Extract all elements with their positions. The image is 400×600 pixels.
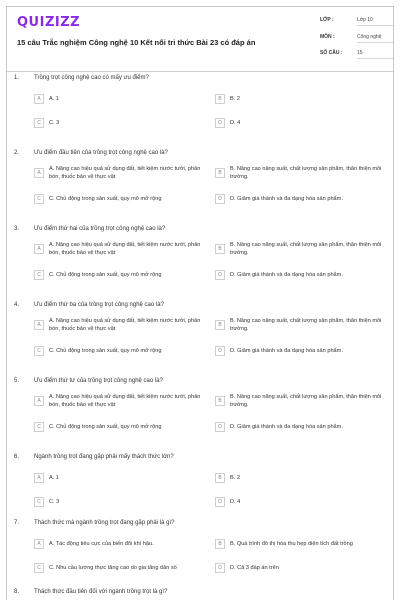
- option-c[interactable]: [34, 497, 209, 511]
- option-d[interactable]: [215, 346, 390, 360]
- option-text: C. 3: [49, 499, 60, 505]
- option-text: D. 4: [230, 120, 241, 126]
- question-text: Ưu điểm thứ ba của trồng trọt công nghệ cao là?: [34, 302, 164, 308]
- option-d[interactable]: [215, 422, 390, 436]
- option-text: D. Cả 3 đáp án trên: [230, 565, 279, 571]
- quizizz-logo: QUIZIZZ: [17, 15, 81, 30]
- option-letter-box: A: [34, 539, 44, 549]
- option-letter-box: C: [34, 497, 44, 507]
- subject-label: MÔN :: [320, 34, 335, 40]
- option-b[interactable]: [215, 94, 390, 108]
- question-number: 4.: [14, 302, 20, 308]
- header-divider: [7, 71, 393, 72]
- question-number: 3.: [14, 226, 20, 232]
- option-b[interactable]: [215, 164, 390, 181]
- question-number: 6.: [14, 454, 20, 460]
- option-text: D. Giảm giá thành và đa dạng hóa sản phẩm.: [230, 348, 343, 354]
- question-text: Ưu điểm thứ hai của trồng trọt công nghệ cao là?: [34, 226, 166, 232]
- option-letter-box: D: [215, 422, 225, 432]
- option-a[interactable]: [34, 473, 209, 487]
- option-text: C. Chủ động trong sản xuất, quy mô mở rộng: [49, 348, 162, 354]
- option-letter-box: C: [34, 194, 44, 204]
- option-text: D. 4: [230, 499, 241, 505]
- subject-value: Công nghệ: [357, 34, 393, 43]
- option-c[interactable]: [34, 194, 209, 208]
- option-d[interactable]: [215, 563, 390, 577]
- question-text: Thách thức đầu tiên đối với ngành trồng trọt là gì?: [34, 589, 168, 595]
- question-number: 7.: [14, 520, 20, 526]
- option-letter-box: C: [34, 118, 44, 128]
- option-a[interactable]: [34, 539, 209, 553]
- option-d[interactable]: [215, 497, 390, 511]
- option-c[interactable]: [34, 270, 209, 284]
- option-a[interactable]: [34, 240, 209, 257]
- option-letter-box: A: [34, 473, 44, 483]
- option-text: B. Nâng cao năng suất, chất lượng sản phẩm, thân thiện môi trường.: [230, 166, 382, 181]
- document-title: 15 câu Trắc nghiệm Công nghệ 10 Kết nối tri thức Bài 23 có đáp án: [17, 38, 256, 47]
- question-text: Ưu điểm đầu tiên của trồng trọt công nghệ cao là?: [34, 150, 168, 156]
- option-text: B. 2: [230, 475, 240, 481]
- option-c[interactable]: [34, 563, 209, 577]
- option-letter-box: C: [34, 422, 44, 432]
- question-text: Trồng trọt công nghệ cao có mấy ưu điểm?: [34, 75, 149, 81]
- option-text: B. Quá trình đô thị hóa thu hẹp diện tích đất trồng: [230, 541, 353, 547]
- option-letter-box: D: [215, 497, 225, 507]
- option-text: B. Nâng cao năng suất, chất lượng sản phẩm, thân thiện môi trường.: [230, 242, 382, 257]
- class-label: LỚP :: [320, 17, 334, 23]
- option-text: B. 2: [230, 96, 240, 102]
- question-number: 1.: [14, 75, 20, 81]
- option-c[interactable]: [34, 422, 209, 436]
- class-value: Lớp 10: [357, 17, 393, 26]
- option-text: B. Nâng cao năng suất, chất lượng sản phẩm, thân thiện môi trường.: [230, 394, 382, 409]
- option-b[interactable]: [215, 473, 390, 487]
- option-text: A. 1: [49, 475, 59, 481]
- option-c[interactable]: [34, 346, 209, 360]
- option-letter-box: B: [215, 473, 225, 483]
- option-b[interactable]: [215, 392, 390, 409]
- option-text: A. 1: [49, 96, 59, 102]
- option-letter-box: B: [215, 396, 225, 406]
- document-header: [7, 7, 393, 71]
- option-text: D. Giảm giá thành và đa dạng hóa sản phẩm.: [230, 196, 343, 202]
- option-letter-box: C: [34, 270, 44, 280]
- question-text: Thách thức mà ngành trồng trọt đang gặp phải là gì?: [34, 520, 175, 526]
- option-letter-box: D: [215, 194, 225, 204]
- option-text: A. Tác động tiêu cực của biến đổi khí hậu.: [49, 541, 154, 547]
- option-letter-box: D: [215, 346, 225, 356]
- option-text: D. Giảm giá thành và đa dạng hóa sản phẩm.: [230, 424, 343, 430]
- option-letter-box: A: [34, 94, 44, 104]
- option-letter-box: A: [34, 168, 44, 178]
- option-text: C. Nhu cầu lương thực tăng cao do gia tăng dân số: [49, 565, 177, 571]
- option-letter-box: B: [215, 539, 225, 549]
- option-text: C. Chủ động trong sản xuất, quy mô mở rộng: [49, 424, 162, 430]
- option-letter-box: B: [215, 320, 225, 330]
- option-text: C. Chủ động trong sản xuất, quy mô mở rộng: [49, 272, 162, 278]
- question-count-value: 15: [357, 50, 393, 59]
- option-d[interactable]: [215, 118, 390, 132]
- option-d[interactable]: [215, 270, 390, 284]
- option-letter-box: A: [34, 244, 44, 254]
- question-number: 8.: [14, 589, 20, 595]
- question-text: Ngành trồng trọt đang gặp phải mấy thách thức lớn?: [34, 454, 174, 460]
- option-letter-box: D: [215, 270, 225, 280]
- option-letter-box: A: [34, 396, 44, 406]
- option-letter-box: A: [34, 320, 44, 330]
- option-c[interactable]: [34, 118, 209, 132]
- option-text: A. Nâng cao hiệu quả sử dụng đất, tiết kiệm nước tưới, phân bón, thuốc bảo vệ thực vật: [49, 242, 201, 257]
- option-letter-box: B: [215, 94, 225, 104]
- option-text: C. 3: [49, 120, 60, 126]
- option-letter-box: C: [34, 563, 44, 573]
- option-text: C. Chủ động trong sản xuất, quy mô mở rộng: [49, 196, 162, 202]
- option-letter-box: D: [215, 563, 225, 573]
- option-text: A. Nâng cao hiệu quả sử dụng đất, tiết kiệm nước tưới, phân bón, thuốc bảo vệ thực vật: [49, 318, 201, 333]
- option-a[interactable]: [34, 316, 209, 333]
- option-letter-box: B: [215, 168, 225, 178]
- option-letter-box: C: [34, 346, 44, 356]
- quiz-document: [6, 6, 394, 600]
- option-a[interactable]: [34, 392, 209, 409]
- option-a[interactable]: [34, 164, 209, 181]
- option-text: A. Nâng cao hiệu quả sử dụng đất, tiết kiệm nước tưới, phân bón, thuốc bảo vệ thực vật: [49, 166, 201, 181]
- option-text: B. Nâng cao năng suất, chất lượng sản phẩm, thân thiện môi trường.: [230, 318, 382, 333]
- option-a[interactable]: [34, 94, 209, 108]
- option-letter-box: D: [215, 118, 225, 128]
- question-count-label: SỐ CÂU :: [320, 50, 343, 56]
- option-b[interactable]: [215, 539, 390, 553]
- question-number: 5.: [14, 378, 20, 384]
- question-text: Ưu điểm thứ tư của trồng trọt công nghệ cao là?: [34, 378, 163, 384]
- option-letter-box: B: [215, 244, 225, 254]
- option-text: A. Nâng cao hiệu quả sử dụng đất, tiết kiệm nước tưới, phân bón, thuốc bảo vệ thực vật: [49, 394, 201, 409]
- option-b[interactable]: [215, 240, 390, 257]
- question-number: 2.: [14, 150, 20, 156]
- option-d[interactable]: [215, 194, 390, 208]
- option-b[interactable]: [215, 316, 390, 333]
- option-text: D. Giảm giá thành và đa dạng hóa sản phẩm.: [230, 272, 343, 278]
